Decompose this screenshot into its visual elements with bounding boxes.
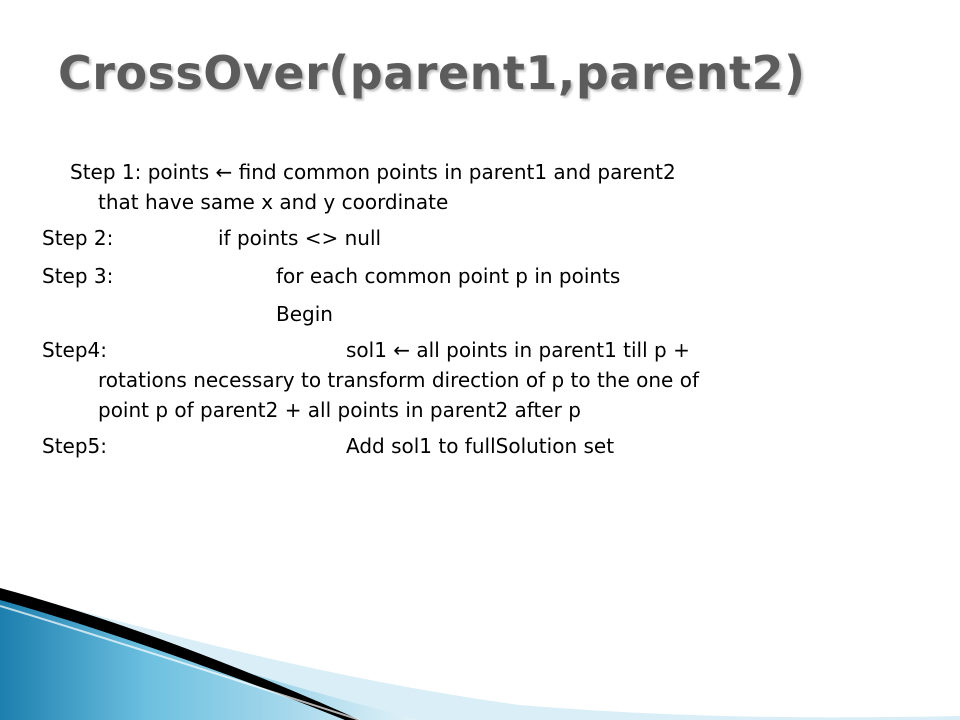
slide-body — [42, 157, 900, 467]
slide-title: CrossOver(parent1,parent2) — [58, 46, 806, 100]
step-2 — [42, 221, 900, 255]
step-2-text: if points <> null — [218, 226, 382, 250]
step-1-line1: points ← find common points in parent1 and parent2 — [147, 160, 676, 184]
step-begin — [70, 297, 900, 331]
decorative-wave — [0, 580, 960, 720]
step-begin-text: Begin — [276, 302, 333, 326]
step-3 — [42, 259, 900, 293]
step-4 — [42, 335, 900, 425]
step-5 — [42, 429, 900, 463]
step-3-label: Step 3: — [42, 264, 114, 288]
step-4-line1: sol1 ← all points in parent1 till p + — [346, 338, 690, 362]
step-3-text: for each common point p in points — [276, 264, 621, 288]
step-1-line2: that have same x and y coordinate — [98, 190, 449, 214]
step-1 — [70, 157, 900, 217]
step-1-label: Step 1: — [70, 160, 142, 184]
step-5-text: Add sol1 to fullSolution set — [346, 434, 615, 458]
step-4-label: Step4: — [42, 338, 107, 362]
step-2-label: Step 2: — [42, 226, 114, 250]
step-5-label: Step5: — [42, 434, 107, 458]
step-4-line3: point p of parent2 + all points in parent2 after p — [98, 398, 581, 422]
step-4-line2: rotations necessary to transform direction of p to the one of — [98, 368, 699, 392]
